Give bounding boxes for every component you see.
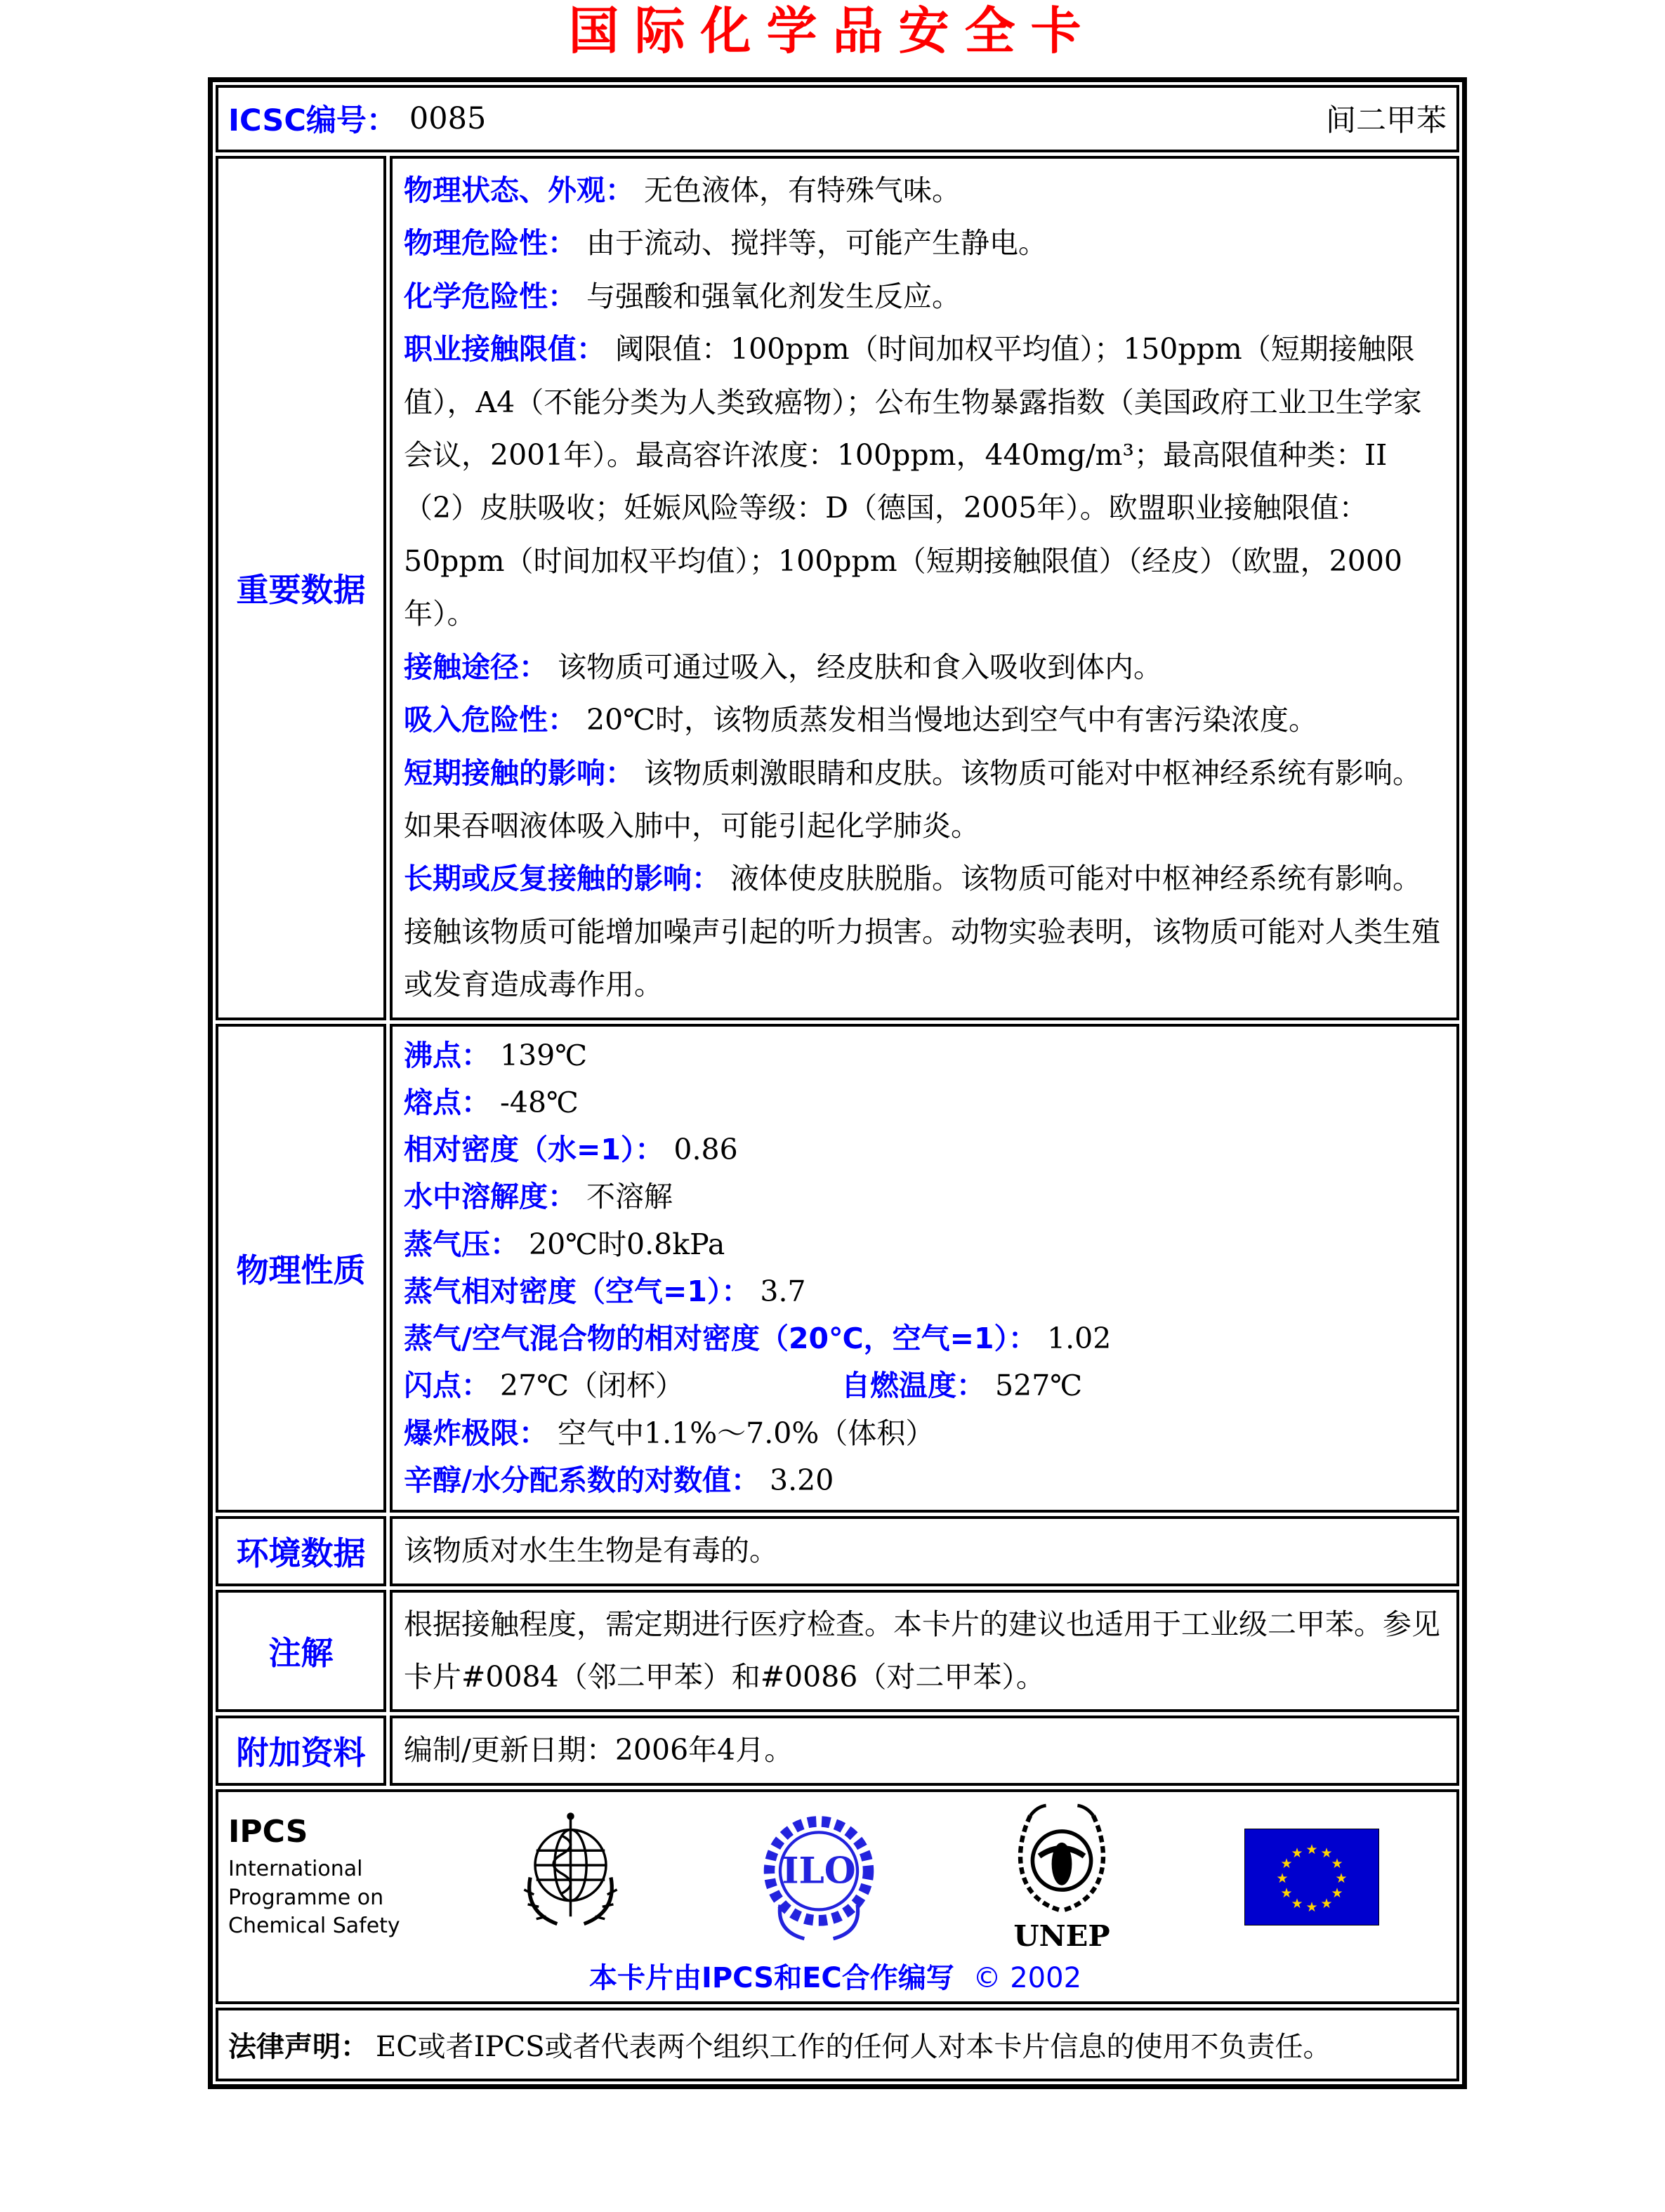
- ipcs-subtitle-line: Chemical Safety: [228, 1914, 400, 1939]
- header-cell: [216, 85, 1459, 152]
- entry-text: 527℃: [995, 1369, 1083, 1403]
- svg-text:★: ★: [1331, 1856, 1343, 1872]
- svg-text:★: ★: [1291, 1845, 1303, 1862]
- entry-text: 与强酸和强氧化剂发生反应。: [586, 279, 961, 313]
- property-octanol-water-partition: [404, 1457, 1445, 1504]
- logo-spread: [446, 1802, 1442, 1953]
- ilo-logo-text: ILO: [782, 1850, 856, 1892]
- property-flash-and-autoignition: [404, 1362, 1445, 1409]
- notes-section-label: 注解: [216, 1590, 386, 1713]
- entry-label: 自燃温度：: [841, 1369, 986, 1403]
- ipcs-title: IPCS: [228, 1814, 308, 1850]
- entry-text: 阈限值：100ppm（时间加权平均值）；150ppm（短期接触限值），A4（不能分类为人类致癌物）；公布生物暴露指数（美国政府工业卫生学家会议，2001年）。最高容许浓度：100ppm，440mg/m³；最高限值种类：II（2）皮肤吸收；妊娠风险等级：D（德国，2005年）。欧盟职业接触限值：50ppm（时间加权平均值）；100ppm（短期接触限值）（经皮）（欧盟，2000年）。: [404, 332, 1422, 631]
- entry-text: 0.86: [673, 1133, 738, 1167]
- environmental-data-text: 该物质对水生生物是有毒的。: [404, 1534, 778, 1568]
- property-boiling-point: [404, 1032, 1445, 1079]
- physical-properties-content: [390, 1024, 1459, 1513]
- who-logo-icon: [509, 1809, 632, 1946]
- entry-text: 27℃（闭杯）: [500, 1369, 685, 1403]
- entry-inhalation-risk: [404, 694, 1445, 746]
- svg-text:★: ★: [1320, 1845, 1333, 1862]
- entry-label: 吸入危险性：: [404, 703, 577, 737]
- svg-text:★: ★: [1276, 1871, 1289, 1887]
- logos-row: [216, 1789, 1459, 2004]
- ipcs-subtitle-line: Programme on: [228, 1885, 384, 1910]
- entry-label: 化学危险性：: [404, 279, 577, 313]
- entry-label: 蒸气压：: [404, 1227, 519, 1261]
- ipcs-block: [228, 1814, 446, 1941]
- svg-text:★: ★: [1335, 1871, 1348, 1887]
- entry-chemical-hazards: [404, 270, 1445, 323]
- entry-label: 沸点：: [404, 1038, 490, 1072]
- legal-cell: [216, 2008, 1459, 2081]
- header-row: [216, 85, 1459, 152]
- icsc-card: [208, 77, 1467, 2089]
- important-data-section-label: 重要数据: [216, 156, 386, 1020]
- caption-line: [228, 1956, 1442, 1996]
- physical-properties-row: [216, 1024, 1459, 1513]
- icsc-number-label: ICSC编号：: [228, 103, 397, 139]
- important-data-content: [390, 156, 1459, 1020]
- entry-text: 该物质刺激眼睛和皮肤。该物质可能对中枢神经系统有影响。如果吞咽液体吸入肺中，可能引起化学肺炎。: [404, 756, 1421, 843]
- eu-flag-icon: [1244, 1829, 1379, 1925]
- environmental-data-content: [390, 1516, 1459, 1586]
- property-relative-density: [404, 1126, 1445, 1173]
- additional-info-section-label: 附加资料: [216, 1716, 386, 1785]
- entry-text: 该物质可通过吸入，经皮肤和食入吸收到体内。: [558, 650, 1162, 684]
- notes-row: [216, 1590, 1459, 1713]
- property-vapor-air-mixture-density: [404, 1315, 1445, 1362]
- logos-strip: [228, 1802, 1442, 1953]
- property-vapor-relative-density: [404, 1268, 1445, 1315]
- additional-info-row: [216, 1716, 1459, 1785]
- entry-text: 空气中1.1%～7.0%（体积）: [558, 1416, 935, 1450]
- entry-long-term-effects: [404, 852, 1445, 1011]
- svg-text:★: ★: [1280, 1885, 1293, 1902]
- entry-label: 爆炸极限：: [404, 1416, 548, 1450]
- entry-label: 闪点：: [404, 1369, 490, 1403]
- entry-label: 水中溶解度：: [404, 1180, 577, 1214]
- entry-label: 蒸气相对密度（空气=1）：: [404, 1274, 751, 1308]
- entry-label: 蒸气/空气混合物的相对密度（20℃，空气=1）：: [404, 1322, 1038, 1356]
- environmental-data-section-label: 环境数据: [216, 1516, 386, 1586]
- legal-label: 法律声明：: [228, 2030, 369, 2063]
- additional-info-content: [390, 1716, 1459, 1785]
- property-explosive-limits: [404, 1410, 1445, 1457]
- entry-occupational-exposure-limits: [404, 323, 1445, 641]
- entry-physical-hazards: [404, 217, 1445, 270]
- caption-text: 本卡片由IPCS和EC合作编写: [588, 1961, 954, 1994]
- unep-logo-text: UNEP: [1013, 1918, 1110, 1953]
- entry-text: 由于流动、搅拌等，可能产生静电。: [586, 226, 1047, 261]
- entry-text: 3.20: [769, 1463, 834, 1497]
- important-data-row: [216, 156, 1459, 1020]
- entry-label: 短期接触的影响：: [404, 756, 634, 790]
- entry-physical-state: [404, 164, 1445, 217]
- entry-label: 物理危险性：: [404, 226, 577, 261]
- page-title: 国际化学品安全卡: [568, 1, 1097, 60]
- entry-text: 20℃时，该物质蒸发相当慢地达到空气中有害污染浓度。: [586, 703, 1318, 737]
- property-autoignition-temperature: [841, 1369, 1082, 1402]
- legal-row: [216, 2008, 1459, 2081]
- environmental-data-row: [216, 1516, 1459, 1586]
- logos-cell: [216, 1789, 1459, 2004]
- svg-text:★: ★: [1291, 1896, 1303, 1912]
- entry-label: 熔点：: [404, 1085, 490, 1119]
- svg-text:★: ★: [1305, 1842, 1318, 1858]
- entry-label: 物理状态、外观：: [404, 173, 634, 207]
- property-melting-point: [404, 1079, 1445, 1126]
- svg-text:★: ★: [1280, 1856, 1293, 1872]
- entry-short-term-effects: [404, 747, 1445, 853]
- property-flash-point: [404, 1362, 832, 1409]
- entry-label: 职业接触限值：: [404, 332, 605, 367]
- entry-text: 3.7: [760, 1274, 806, 1308]
- copyright-text: © 2002: [973, 1961, 1082, 1994]
- entry-text: 不溶解: [586, 1180, 673, 1214]
- entry-label: 长期或反复接触的影响：: [404, 862, 720, 896]
- ilo-logo-icon: [758, 1810, 879, 1944]
- entry-label: 辛醇/水分配系数的对数值：: [404, 1463, 760, 1497]
- chemical-name: 间二甲苯: [1326, 103, 1447, 139]
- entry-routes-of-exposure: [404, 641, 1445, 694]
- additional-info-text: 编制/更新日期：2006年4月。: [404, 1733, 794, 1767]
- entry-text: 1.02: [1047, 1322, 1112, 1356]
- legal-text: EC或者IPCS或者代表两个组织工作的任何人对本卡片信息的使用不负责任。: [376, 2030, 1331, 2063]
- entry-label: 相对密度（水=1）：: [404, 1133, 664, 1167]
- entry-text: -48℃: [500, 1085, 579, 1119]
- entry-text: 20℃时0.8kPa: [529, 1227, 725, 1261]
- icsc-number-value: 0085: [409, 100, 487, 136]
- notes-text: 根据接触程度，需定期进行医疗检查。本卡片的建议也适用于工业级二甲苯。参见卡片#0084（邻二甲苯）和#0086（对二甲苯）。: [404, 1607, 1440, 1694]
- entry-text: 无色液体，有特殊气味。: [644, 173, 961, 207]
- ipcs-subtitle-line: International: [228, 1857, 363, 1882]
- svg-text:★: ★: [1305, 1900, 1318, 1916]
- entry-text: 液体使皮肤脱脂。该物质可能对中枢神经系统有影响。接触该物质可能增加噪声引起的听力损害。动物实验表明，该物质可能对人类生殖或发育造成毒作用。: [404, 862, 1440, 1002]
- svg-text:★: ★: [1331, 1885, 1343, 1902]
- entry-label: 接触途径：: [404, 650, 548, 684]
- entry-text: 139℃: [500, 1038, 588, 1072]
- property-water-solubility: [404, 1173, 1445, 1220]
- property-vapor-pressure: [404, 1221, 1445, 1268]
- svg-text:★: ★: [1320, 1896, 1333, 1912]
- notes-content: [390, 1590, 1459, 1713]
- physical-properties-section-label: 物理性质: [216, 1024, 386, 1513]
- unep-logo-icon: [1006, 1802, 1118, 1953]
